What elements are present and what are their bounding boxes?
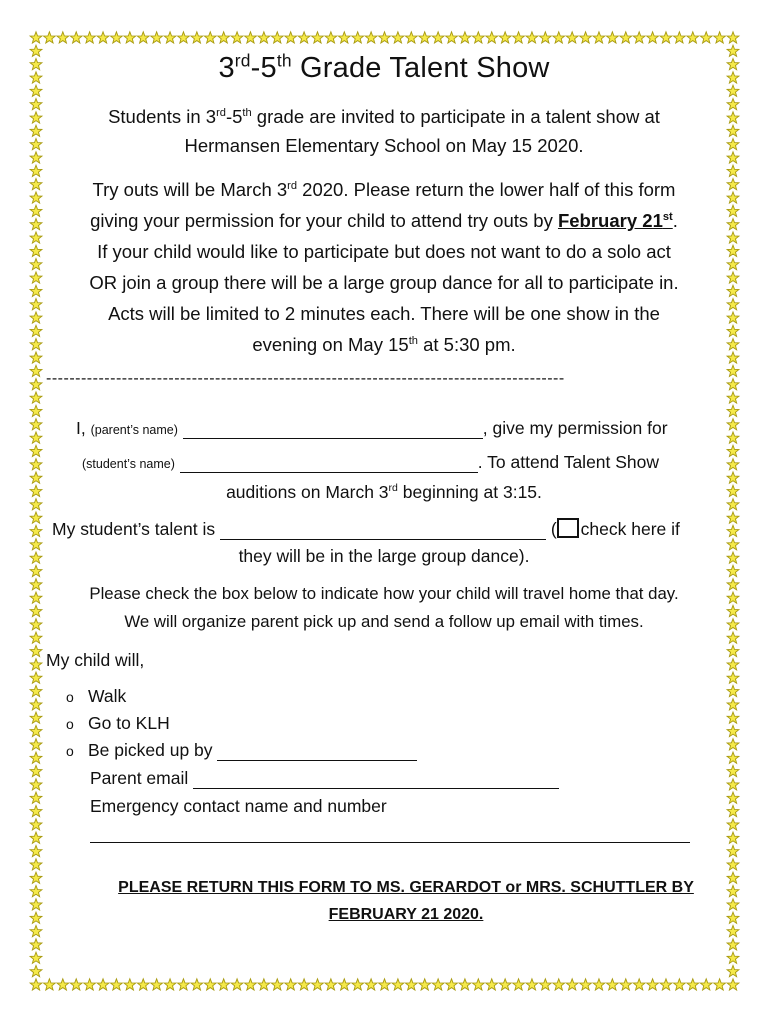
star-icon: [727, 605, 739, 616]
star-icon: [727, 232, 739, 243]
star-icon: [727, 45, 739, 56]
star-icon: [30, 179, 42, 190]
star-icon: [338, 979, 350, 990]
star-icon: [459, 32, 471, 43]
star-icon: [57, 32, 69, 43]
star-icon: [30, 245, 42, 256]
star-icon: [727, 219, 739, 230]
star-icon: [204, 32, 216, 43]
star-icon: [553, 32, 565, 43]
star-icon: [218, 32, 230, 43]
star-icon: [727, 979, 739, 990]
star-icon: [258, 32, 270, 43]
my-child-label: My child will,: [46, 650, 145, 670]
star-icon: [30, 152, 42, 163]
circle-bullet-icon: o: [66, 743, 74, 759]
star-icon: [727, 419, 739, 430]
star-icon: [365, 979, 377, 990]
star-icon: [57, 979, 69, 990]
star-icon: [714, 979, 726, 990]
deadline-date: February 21st: [557, 210, 673, 231]
star-icon: [727, 645, 739, 656]
star-icon: [30, 939, 42, 950]
star-icon: [30, 379, 42, 390]
star-icon: [84, 979, 96, 990]
star-icon: [379, 32, 391, 43]
star-icon: [647, 32, 659, 43]
star-icon: [30, 552, 42, 563]
star-icon: [593, 979, 605, 990]
star-icon: [593, 32, 605, 43]
talent-note: they will be in the large group dance).: [238, 546, 530, 566]
star-icon: [285, 979, 297, 990]
parent-name-line: I, (parent’s name) , give my permission for: [76, 418, 668, 438]
star-icon: [727, 32, 739, 43]
star-icon: [499, 32, 511, 43]
star-icon: [727, 619, 739, 630]
star-icon: [727, 832, 739, 843]
star-icon: [580, 979, 592, 990]
star-icon: [727, 579, 739, 590]
star-icon: [620, 32, 632, 43]
star-icon: [392, 32, 404, 43]
star-icon: [30, 672, 42, 683]
star-icon: [660, 32, 672, 43]
star-icon: [285, 32, 297, 43]
star-icon: [727, 312, 739, 323]
star-icon: [30, 925, 42, 936]
star-icon: [30, 219, 42, 230]
star-icon: [30, 632, 42, 643]
star-icon: [727, 352, 739, 363]
star-icon: [30, 312, 42, 323]
star-icon: [727, 872, 739, 883]
star-icon: [727, 285, 739, 296]
star-icon: [727, 765, 739, 776]
star-icon: [620, 979, 632, 990]
star-icon: [727, 512, 739, 523]
star-icon: [258, 979, 270, 990]
star-icon: [338, 32, 350, 43]
star-icon: [30, 339, 42, 350]
star-icon: [30, 512, 42, 523]
star-icon: [30, 819, 42, 830]
star-icon: [151, 32, 163, 43]
star-icon: [513, 32, 525, 43]
star-icon: [178, 32, 190, 43]
star-icon: [30, 299, 42, 310]
star-icon: [727, 552, 739, 563]
intro-text: Students in 3rd-5th grade are invited to participate in a talent show at Hermansen Elementary School on May 15 2020.: [108, 106, 660, 156]
star-icon: [432, 979, 444, 990]
star-icon: [539, 979, 551, 990]
star-icon: [111, 32, 123, 43]
star-icon: [30, 605, 42, 616]
star-icon: [30, 712, 42, 723]
star-icon: [727, 205, 739, 216]
return-instructions: PLEASE RETURN THIS FORM TO MS. GERARDOT or MRS. SCHUTTLER BY FEBRUARY 21 2020.: [118, 879, 694, 923]
star-icon: [30, 952, 42, 963]
star-icon: [30, 58, 42, 69]
emergency-label: Emergency contact name and number: [90, 796, 387, 816]
star-icon: [606, 979, 618, 990]
star-icon: [553, 979, 565, 990]
star-icon: [727, 339, 739, 350]
star-icon: [30, 685, 42, 696]
star-icon: [245, 32, 257, 43]
star-icon: [30, 325, 42, 336]
star-icon: [727, 379, 739, 390]
star-icon: [164, 979, 176, 990]
star-icon: [687, 979, 699, 990]
star-icon: [30, 979, 42, 990]
group-dance-checkbox[interactable]: [557, 518, 579, 538]
star-icon: [499, 979, 511, 990]
star-icon: [727, 165, 739, 176]
star-icon: [727, 779, 739, 790]
star-icon: [727, 885, 739, 896]
star-icon: [700, 979, 712, 990]
star-icon: [30, 699, 42, 710]
star-icon: [111, 979, 123, 990]
star-icon: [446, 979, 458, 990]
star-icon: [539, 32, 551, 43]
star-icon: [30, 32, 42, 43]
star-icon: [727, 499, 739, 510]
star-icon: [727, 659, 739, 670]
star-icon: [419, 32, 431, 43]
star-icon: [218, 979, 230, 990]
star-icon: [405, 979, 417, 990]
star-icon: [30, 139, 42, 150]
star-icon: [30, 725, 42, 736]
travel-note: We will organize parent pick up and send a follow up email with times.: [124, 612, 644, 631]
star-icon: [30, 192, 42, 203]
star-icon: [727, 325, 739, 336]
star-icon: [727, 85, 739, 96]
star-icon: [727, 845, 739, 856]
star-icon: [30, 779, 42, 790]
star-icon: [727, 725, 739, 736]
star-icon: [30, 739, 42, 750]
star-icon: [727, 392, 739, 403]
star-icon: [164, 32, 176, 43]
star-icon: [30, 899, 42, 910]
star-icon: [30, 659, 42, 670]
tryout-paragraph: Try outs will be March 3rd 2020. Please return the lower half of this form giving your permission for your child to attend try outs by February 21st. If your child would like to participate but does not want to do a solo act OR join a group there will be a large group dance for all to participate in. Acts will be limited to 2 minutes each. There will be one show in the evening on May 15th at 5:30 pm.: [89, 179, 679, 355]
star-icon: [459, 979, 471, 990]
parent-email-field[interactable]: [193, 770, 559, 789]
travel-instruction: Please check the box below to indicate how your child will travel home that day.: [89, 584, 679, 603]
star-icon: [325, 32, 337, 43]
talent-field[interactable]: [220, 521, 546, 540]
star-icon: [727, 685, 739, 696]
star-icon: [580, 32, 592, 43]
talent-line: My student’s talent is ( check here if: [52, 519, 680, 539]
star-icon: [151, 979, 163, 990]
page-title: 3rd-5th Grade Talent Show: [218, 50, 550, 84]
star-icon: [727, 859, 739, 870]
star-icon: [727, 405, 739, 416]
star-icon: [30, 405, 42, 416]
star-icon: [566, 979, 578, 990]
circle-bullet-icon: o: [66, 716, 74, 732]
star-icon: [30, 392, 42, 403]
star-icon: [352, 32, 364, 43]
star-icon: [526, 32, 538, 43]
star-icon: [727, 952, 739, 963]
star-icon: [30, 499, 42, 510]
circle-bullet-icon: o: [66, 689, 74, 705]
star-icon: [70, 979, 82, 990]
parent-name-field[interactable]: [183, 420, 483, 439]
student-name-line: (student’s name) . To attend Talent Show: [82, 452, 660, 472]
star-icon: [379, 979, 391, 990]
star-icon: [325, 979, 337, 990]
star-icon: [727, 965, 739, 976]
star-icon: [700, 32, 712, 43]
star-icon: [30, 832, 42, 843]
star-icon: [727, 592, 739, 603]
parent-email-line: Parent email: [90, 768, 559, 789]
star-icon: [30, 885, 42, 896]
star-icon: [647, 979, 659, 990]
star-icon: [30, 125, 42, 136]
star-icon: [727, 712, 739, 723]
star-icon: [727, 472, 739, 483]
star-icon: [30, 112, 42, 123]
star-icon: [30, 352, 42, 363]
star-icon: [30, 525, 42, 536]
star-icon: [606, 32, 618, 43]
star-icon: [30, 752, 42, 763]
star-icon: [727, 272, 739, 283]
star-icon: [673, 979, 685, 990]
star-icon: [727, 752, 739, 763]
audition-line: auditions on March 3rd beginning at 3:15.: [226, 482, 542, 502]
star-icon: [633, 32, 645, 43]
star-icon: [137, 32, 149, 43]
star-icon: [30, 619, 42, 630]
star-icon: [298, 979, 310, 990]
star-icon: [486, 32, 498, 43]
star-icon: [727, 245, 739, 256]
star-icon: [30, 565, 42, 576]
star-icon: [44, 979, 56, 990]
star-icon: [727, 819, 739, 830]
star-icon: [365, 32, 377, 43]
star-icon: [727, 939, 739, 950]
star-icon: [727, 672, 739, 683]
star-icon: [727, 432, 739, 443]
star-icon: [727, 179, 739, 190]
star-icon: [70, 32, 82, 43]
star-icon: [566, 32, 578, 43]
star-icon: [298, 32, 310, 43]
star-icon: [727, 259, 739, 270]
star-icon: [137, 979, 149, 990]
star-icon: [178, 979, 190, 990]
star-icon: [44, 32, 56, 43]
star-icon: [673, 32, 685, 43]
star-icon: [727, 485, 739, 496]
star-icon: [312, 32, 324, 43]
option-picked-up[interactable]: o Be picked up by: [66, 740, 417, 761]
star-icon: [97, 32, 109, 43]
star-icon: [30, 85, 42, 96]
star-icon: [727, 539, 739, 550]
star-icon: [30, 285, 42, 296]
star-icon: [231, 979, 243, 990]
star-icon: [727, 152, 739, 163]
star-icon: [714, 32, 726, 43]
star-icon: [526, 979, 538, 990]
star-icon: [30, 645, 42, 656]
emergency-contact-field[interactable]: [90, 824, 690, 843]
star-icon: [271, 979, 283, 990]
star-icon: [727, 459, 739, 470]
emergency-line: [90, 822, 690, 843]
star-icon: [30, 859, 42, 870]
star-icon: [30, 72, 42, 83]
cut-line: -----------------------------------------------------------------------------------------: [46, 370, 565, 387]
star-icon: [30, 805, 42, 816]
star-icon: [419, 979, 431, 990]
star-icon: [30, 45, 42, 56]
option-klh[interactable]: o Go to KLH: [66, 713, 170, 733]
star-icon: [727, 912, 739, 923]
star-icon: [30, 845, 42, 856]
star-icon: [30, 472, 42, 483]
star-icon: [727, 58, 739, 69]
star-icon: [727, 805, 739, 816]
star-icon: [392, 979, 404, 990]
star-icon: [191, 979, 203, 990]
star-icon: [446, 32, 458, 43]
star-icon: [687, 32, 699, 43]
star-icon: [727, 699, 739, 710]
star-icon: [727, 565, 739, 576]
star-icon: [245, 979, 257, 990]
star-icon: [97, 979, 109, 990]
star-icon: [486, 979, 498, 990]
star-icon: [191, 32, 203, 43]
star-icon: [30, 965, 42, 976]
star-icon: [30, 592, 42, 603]
star-icon: [727, 192, 739, 203]
star-icon: [204, 979, 216, 990]
star-icon: [352, 979, 364, 990]
star-icon: [727, 792, 739, 803]
star-icon: [30, 912, 42, 923]
star-icon: [30, 445, 42, 456]
star-icon: [727, 139, 739, 150]
star-icon: [30, 365, 42, 376]
star-icon: [727, 72, 739, 83]
star-icon: [30, 765, 42, 776]
star-icon: [727, 98, 739, 109]
star-icon: [727, 365, 739, 376]
star-icon: [633, 979, 645, 990]
student-name-field[interactable]: [180, 454, 478, 473]
star-icon: [727, 445, 739, 456]
star-icon: [30, 165, 42, 176]
star-icon: [124, 32, 136, 43]
star-icon: [405, 32, 417, 43]
star-icon: [30, 579, 42, 590]
star-icon: [124, 979, 136, 990]
star-icon: [84, 32, 96, 43]
star-icon: [30, 205, 42, 216]
option-walk[interactable]: o Walk: [66, 686, 127, 706]
star-icon: [660, 979, 672, 990]
star-icon: [513, 979, 525, 990]
star-icon: [30, 485, 42, 496]
star-icon: [30, 792, 42, 803]
star-icon: [472, 32, 484, 43]
star-icon: [727, 739, 739, 750]
star-icon: [30, 459, 42, 470]
star-icon: [432, 32, 444, 43]
star-icon: [727, 925, 739, 936]
star-icon: [727, 299, 739, 310]
star-icon: [472, 979, 484, 990]
star-icon: [312, 979, 324, 990]
star-icon: [727, 112, 739, 123]
star-icon: [30, 419, 42, 430]
star-icon: [231, 32, 243, 43]
flyer-page: [46, 46, 722, 978]
star-icon: [271, 32, 283, 43]
star-icon: [727, 125, 739, 136]
star-icon: [30, 98, 42, 109]
star-icon: [30, 539, 42, 550]
star-icon: [30, 232, 42, 243]
star-icon: [30, 272, 42, 283]
star-icon: [30, 432, 42, 443]
star-icon: [30, 872, 42, 883]
star-icon: [30, 259, 42, 270]
pickup-person-field[interactable]: [217, 742, 417, 761]
star-icon: [727, 899, 739, 910]
star-icon: [727, 525, 739, 536]
star-icon: [727, 632, 739, 643]
